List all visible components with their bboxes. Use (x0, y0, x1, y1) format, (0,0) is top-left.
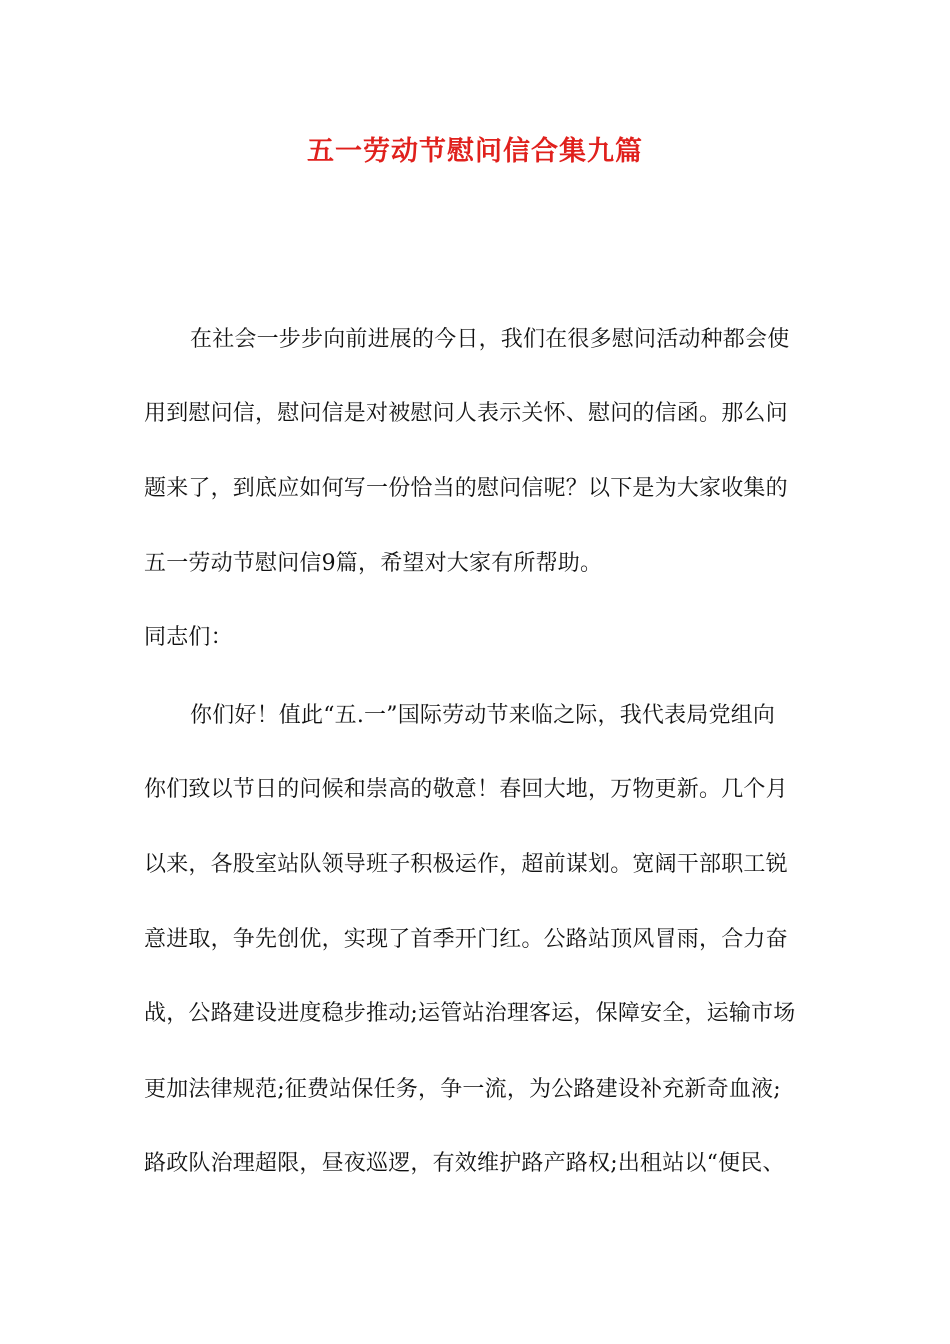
paragraph-line: 五一劳动节慰问信9篇，希望对大家有所帮助。 (144, 551, 603, 576)
salutation-line: 同志们： (144, 625, 233, 650)
paragraph-line: 你们致以节日的问候和崇高的敬意！春回大地，万物更新。几个月 (144, 777, 788, 802)
paragraph-line: 在社会一步步向前进展的今日，我们在很多慰问活动种都会使 (190, 327, 790, 352)
paragraph-line: 题来了，到底应如何写一份恰当的慰问信呢？以下是为大家收集的 (144, 476, 788, 501)
document-title: 五一劳动节慰问信合集九篇 (307, 136, 643, 167)
paragraph-line: 意进取，争先创优，实现了首季开门红。公路站顶风冒雨，合力奋 (144, 927, 788, 952)
paragraph-line: 路政队治理超限，昼夜巡逻，有效维护路产路权;出租站以“便民、 (144, 1151, 785, 1176)
paragraph-line: 以来，各股室站队领导班子积极运作，超前谋划。宽阔干部职工锐 (144, 852, 788, 877)
paragraph-line: 更加法律规范;征费站保任务，争一流，为公路建设补充新奇血液; (144, 1077, 781, 1102)
paragraph-line: 战，公路建设进度稳步推动;运管站治理客运，保障安全，运输市场 (144, 1001, 796, 1026)
paragraph-line: 你们好！值此“五.一”国际劳动节来临之际，我代表局党组向 (190, 703, 776, 728)
paragraph-line: 用到慰问信，慰问信是对被慰问人表示关怀、慰问的信函。那么问 (144, 401, 788, 426)
